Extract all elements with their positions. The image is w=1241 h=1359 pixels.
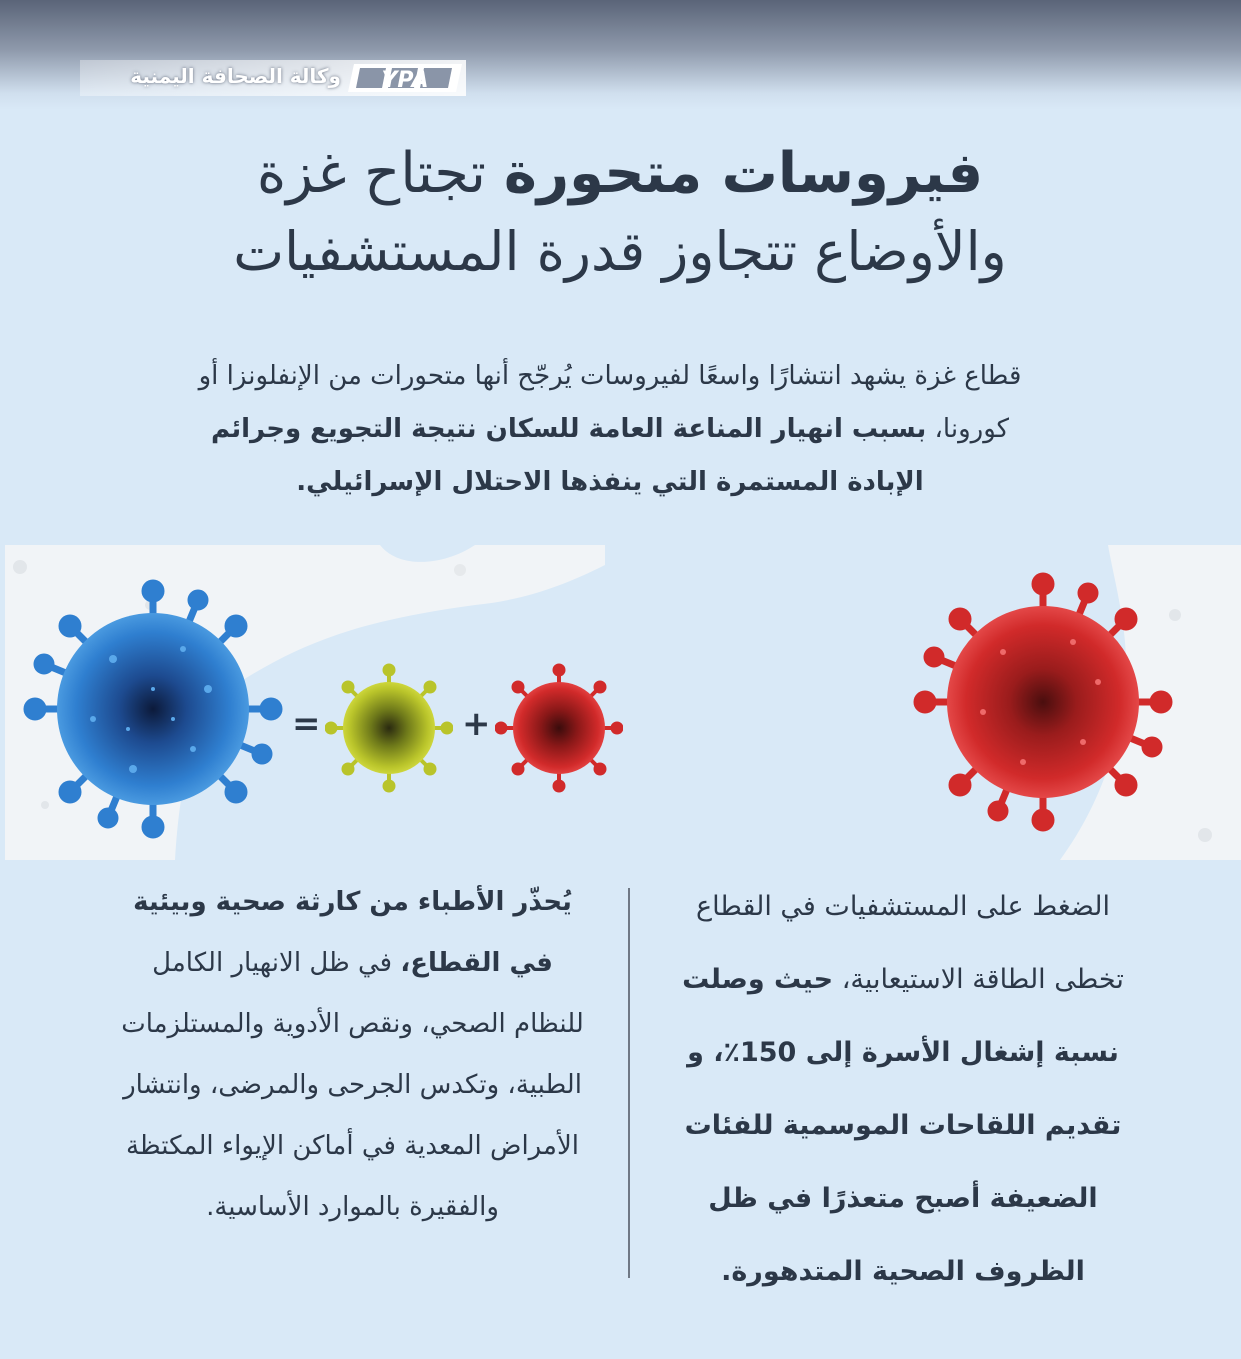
intro-text: قطاع غزة يشهد انتشارًا واسعًا لفيروسات يُرجّح أنها متحورات من الإنفلونزا أو كورونا، [198,361,1022,444]
yellow-virus-icon [325,662,453,794]
right-column-text [668,870,1138,1308]
right-column-normal: الضغط على المستشفيات في القطاع تخطى الطاقة الاستيعابية، [695,891,1124,995]
ypa-logo-icon [346,62,464,94]
large-red-virus-icon [912,568,1174,836]
blue-virus-icon [22,575,284,843]
svg-text:YPA: YPA [381,68,429,93]
title-rest: تجتاح غزة [256,141,486,206]
column-divider [628,888,630,1278]
red-virus-icon [495,662,623,794]
title-bold: فيروسات متحورة [503,141,984,206]
agency-logo [80,60,466,96]
page-title [120,135,1120,291]
intro-bold-text: بسبب انهيار المناعة العامة للسكان نتيجة التجويع وجرائم الإبادة المستمرة التي ينفذها الاحتلال الإسرائيلي. [210,414,927,497]
left-column-normal: في ظل الانهيار الكامل للنظام الصحي، ونقص الأدوية والمستلزمات الطبية، وتكدس الجرحى والمرضى، وانتشار الأمراض المعدية في أماكن الإيواء المكتظة والفقيرة بالموارد الأساسية. [121,948,584,1222]
equals-sign: = [292,704,321,744]
title-line-2: والأوضاع تتجاوز قدرة المستشفيات [233,220,1007,283]
title-line-1 [120,135,1120,213]
intro-paragraph [170,350,1050,509]
left-column-bold: يُحذّر الأطباء من كارثة صحية وبيئية في القطاع، [133,887,572,978]
right-column-bold: حيث وصلت نسبة إشغال الأسرة إلى 150٪، و تقديم اللقاحات الموسمية للفئات الضعيفة أصبح متعذرًا في ظل الظروف الصحية المتدهورة. [682,964,1122,1287]
logo-text: وكالة الصحافة اليمنية [130,64,341,88]
left-column-text [120,872,585,1238]
plus-sign: + [462,704,491,744]
